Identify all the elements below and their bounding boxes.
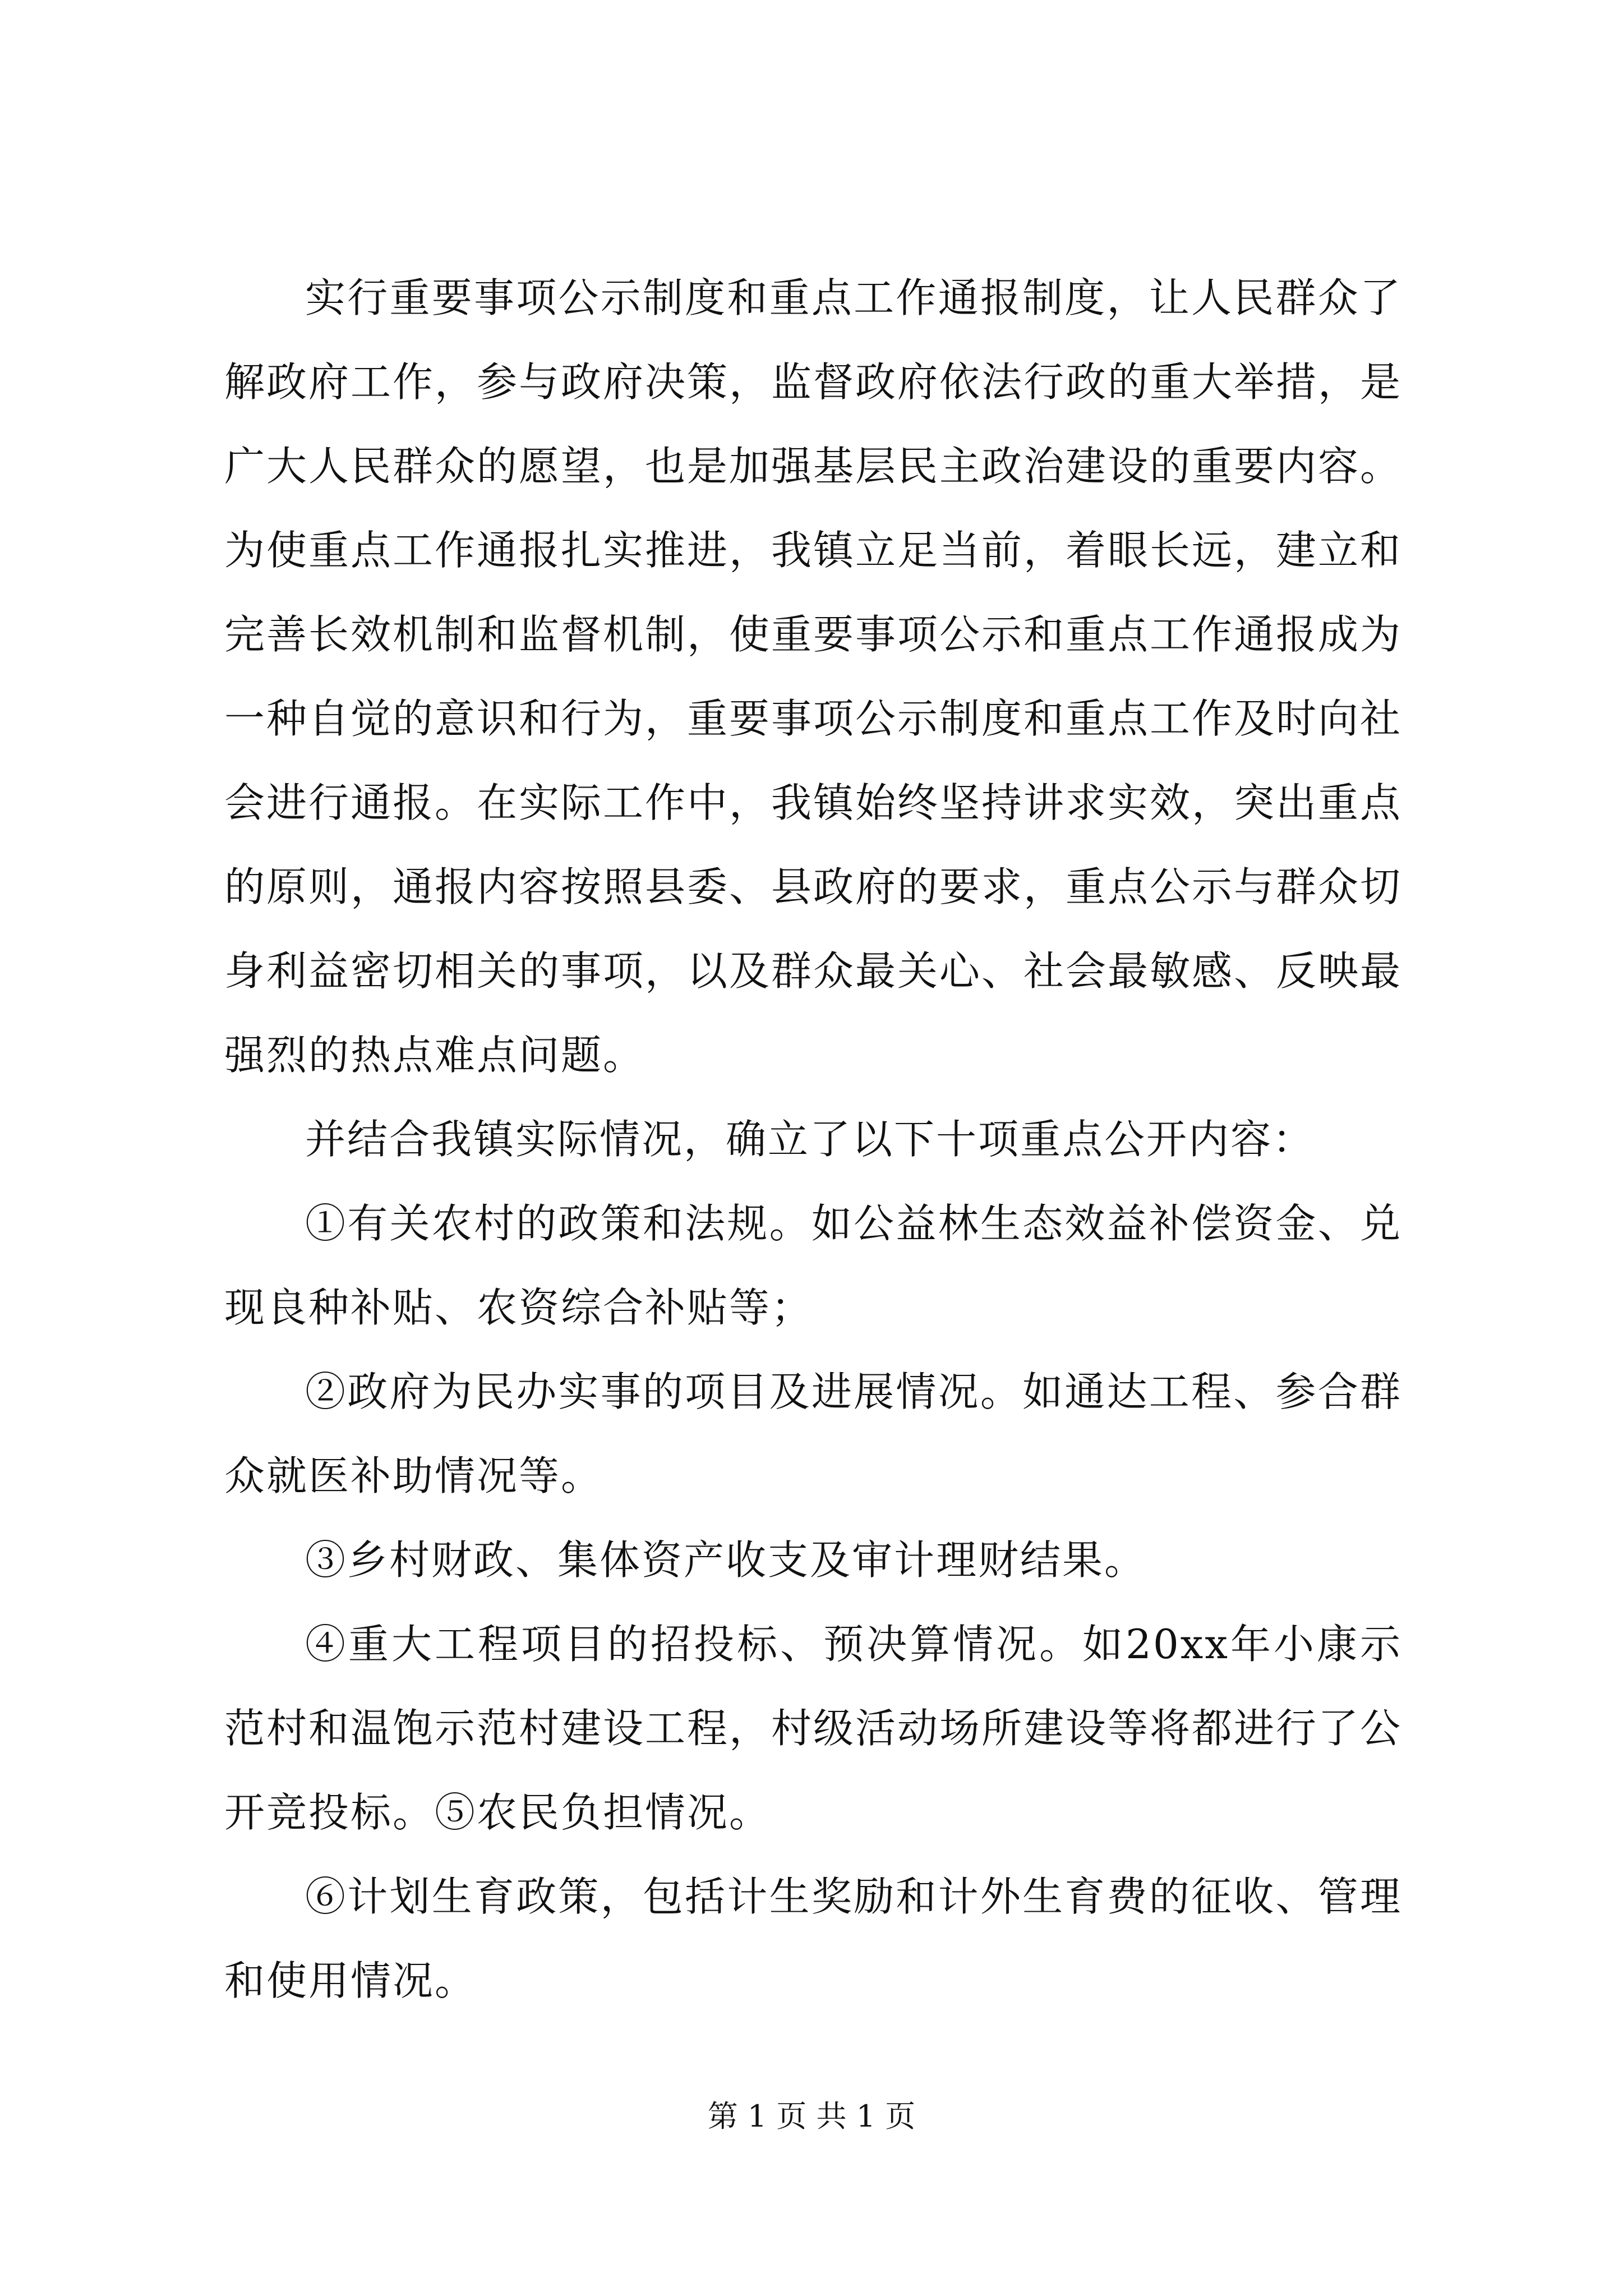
paragraph-ten-items-intro: 并结合我镇实际情况，确立了以下十项重点公开内容： <box>305 1116 1315 1163</box>
paragraph-item-4-5: ④重大工程项目的招投标、预决算情况。如20xx年小康示范村和温饱示范村建设工程，村级活动场所建设等将都进行了公开竞投标。⑤农民负担情况。 <box>224 1621 1403 1836</box>
paragraph-disclosure-system: 实行重要事项公示制度和重点工作通报制度，让人民群众了解政府工作，参与政府决策，监督政府依法行政的重大举措，是广大人民群众的愿望，也是加强基层民主政治建设的重要内容。为使重点工作通报扎实推进，我镇立足当前，着眼长远，建立和完善长效机制和监督机制，使重要事项公示和重点工作通报成为一种自觉的意识和行为，重要事项公示制度和重点工作及时向社会进行通报。在实际工作中，我镇始终坚持讲求实效，突出重点的原则，通报内容按照县委、县政府的要求，重点公示与群众切身利益密切相关的事项，以及群众最关心、社会最敏感、反映最强烈的热点难点问题。 <box>224 274 1403 1079</box>
paragraph-item-3: ③乡村财政、集体资产收支及审计理财结果。 <box>305 1536 1147 1584</box>
paragraph-item-2: ②政府为民办实事的项目及进展情况。如通达工程、参合群众就医补助情况等。 <box>224 1368 1402 1499</box>
document-body <box>224 256 1402 2023</box>
page-footer: 第 1 页 共 1 页 <box>707 2099 916 2134</box>
paragraph-item-6: ⑥计划生育政策，包括计生奖励和计外生育费的征收、管理和使用情况。 <box>224 1873 1402 2004</box>
paragraph-item-1: ①有关农村的政策和法规。如公益林生态效益补偿资金、兑现良种补贴、农资综合补贴等； <box>224 1200 1402 1331</box>
